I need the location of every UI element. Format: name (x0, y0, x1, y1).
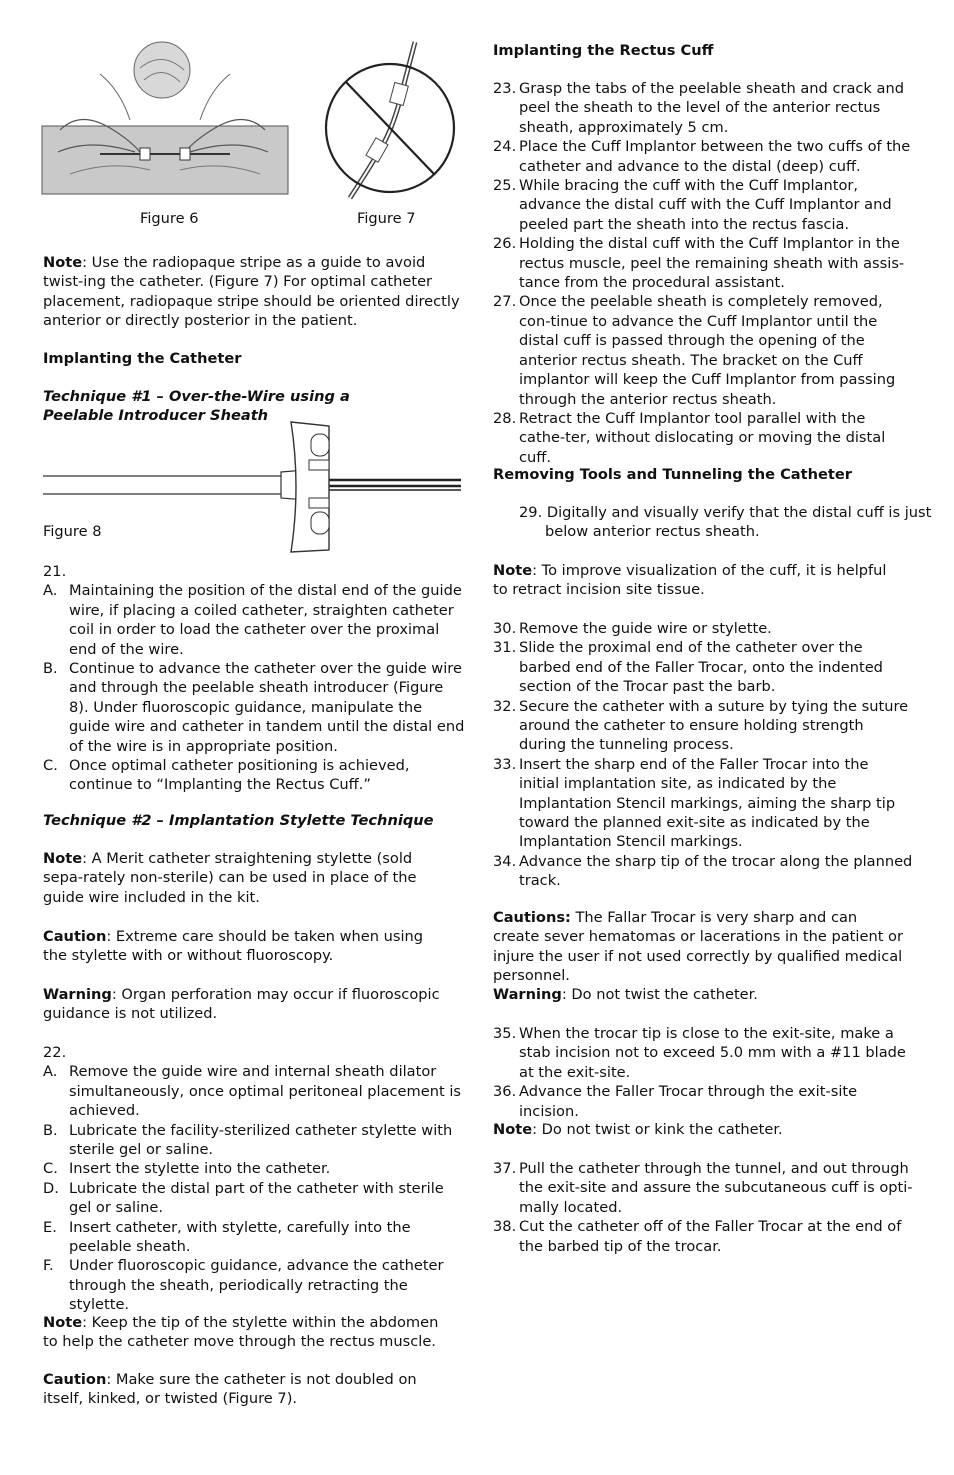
list-item (43, 1179, 465, 1218)
list-item (493, 409, 913, 467)
list-item (493, 1082, 913, 1121)
warning-label: Warning (43, 986, 112, 1003)
step-text: Holding the distal cuff with the Cuff Implantor in the rectus muscle, peel the remaining sheath with assis-tance from the procedural assistant. (519, 235, 905, 292)
item-letter: A. (43, 1063, 58, 1081)
note-text: : To improve visualization of the cuff, it is helpful to retract incision site tissue. (493, 562, 887, 599)
warning-label: Warning (493, 986, 562, 1003)
step-text: Pull the catheter through the tunnel, and out through the exit-site and assure the subcutaneous cuff is opti-mally located. (519, 1160, 913, 1216)
step-21-number: 21. (43, 563, 67, 580)
figure-6-illustration (40, 40, 292, 198)
cautions-label: Cautions: (493, 909, 571, 926)
item-letter: C. (43, 1160, 58, 1178)
list-item (493, 176, 913, 234)
list-item (43, 581, 465, 659)
note-label: Note (493, 562, 533, 579)
list-item (493, 234, 913, 292)
note-label: Note (43, 850, 83, 867)
note-text: : Keep the tip of the stylette within the abdomen to help the catheter move through the rectus muscle. (43, 1314, 439, 1351)
figure-7-caption: Figure 7 (357, 210, 416, 227)
warning-twist (493, 985, 908, 1004)
step-number: 26. (493, 235, 517, 253)
note-text: : Use the radiopaque stripe as a guide to avoid twist-ing the catheter. (Figure 7) For optimal catheter placement, radiopaque stripe should be oriented directly anterior or directly posterior in the patient. (43, 254, 460, 330)
step-text: Retract the Cuff Implantor tool parallel with the cathe-ter, without dislocating or moving the distal cuff. (519, 409, 886, 466)
step-22-list (43, 1062, 465, 1314)
step-number: 33. (493, 755, 517, 773)
heading-implanting-catheter: Implanting the Catheter (43, 350, 242, 367)
step-number: 36. (493, 1083, 517, 1101)
list-item (43, 1121, 465, 1160)
item-letter: B. (43, 660, 58, 678)
figure-8-caption: Figure 8 (43, 523, 102, 540)
note-text: : A Merit catheter straightening stylette (sold sepa-rately non-sterile) can be used in place of the guide wire included in the kit. (43, 850, 417, 906)
warning-text: : Organ perforation may occur if fluoroscopic guidance is not utilized. (43, 986, 440, 1023)
item-text: Maintaining the position of the distal end of the guide wire, if placing a coiled catheter, straighten catheter coil in order to load the catheter over the proximal end of the wire. (69, 582, 462, 658)
caution-text: : Extreme care should be taken when using the stylette with or without fluoroscopy. (43, 928, 424, 965)
heading-implanting-cuff: Implanting the Rectus Cuff (493, 42, 714, 59)
step-text: Advance the Faller Trocar through the exit-site incision. (519, 1083, 858, 1120)
step-text: Slide the proximal end of the catheter over the barbed end of the Faller Trocar, onto the indented section of the Trocar past the barb. (519, 639, 883, 696)
list-item (43, 659, 465, 756)
steps-37-38 (493, 1159, 913, 1256)
item-letter: A. (43, 582, 58, 600)
list-item (493, 1217, 913, 1256)
list-item (493, 137, 913, 176)
list-item (493, 638, 913, 696)
step-number: 28. (493, 409, 517, 427)
step-text: Cut the catheter off of the Faller Trocar at the end of the barbed tip of the trocar. (519, 1218, 902, 1255)
list-item (493, 79, 913, 137)
step-21 (43, 562, 465, 795)
list-item (493, 852, 913, 891)
list-item (43, 1062, 465, 1120)
step-number: 31. (493, 639, 517, 657)
note-kink (493, 1120, 908, 1139)
caution-text: : Make sure the catheter is not doubled on itself, kinked, or twisted (Figure 7). (43, 1371, 417, 1408)
step-number: 24. (493, 138, 517, 156)
steps-35-36 (493, 1024, 913, 1121)
step-text: Remove the guide wire or stylette. (519, 620, 772, 637)
cautions-text: The Fallar Trocar is very sharp and can create sever hematomas or lacerations in the patient or injure the user if not used correctly by qualified medical personnel. (493, 909, 903, 985)
step-21-list (43, 581, 465, 794)
step-number: 35. (493, 1025, 517, 1042)
step-text: Insert the sharp end of the Faller Trocar into the initial implantation site, as indicated by the Implantation Stencil markings, aiming the sharp tip toward the planned exit-site as indicated by the Implantation Stencil markings. (519, 755, 896, 851)
list-item (493, 697, 913, 755)
item-letter: C. (43, 757, 58, 775)
list-item (493, 755, 913, 852)
step-number: 38. (493, 1218, 517, 1236)
warning-perforation (43, 985, 448, 1024)
item-text: Continue to advance the catheter over the guide wire and through the peelable sheath introducer (Figure 8). Under fluoroscopic guidance, manipulate the guide wire and catheter in tandem until the distal end of the wire is in appropriate position. (69, 660, 465, 755)
list-item (493, 619, 913, 638)
note-visualization (493, 561, 898, 600)
item-letter: B. (43, 1121, 58, 1139)
caution-label: Caution (43, 928, 107, 945)
item-letter: D. (43, 1179, 59, 1197)
note-radiopaque (43, 253, 465, 331)
caution-doubled (43, 1370, 448, 1409)
item-text: Remove the guide wire and internal sheath dilator simultaneously, once optimal peritoneal placement is achieved. (69, 1063, 462, 1120)
step-text: Once the peelable sheath is completely removed, con-tinue to advance the Cuff Implantor until the distal cuff is passed through the opening of the anterior rectus sheath. The bracket on the Cuff implantor will keep the Cuff Implantor from passing through the anterior rectus sheath. (519, 293, 896, 408)
step-22-number: 22. (43, 1044, 67, 1061)
item-text: Insert catheter, with stylette, carefully into the peelable sheath. (69, 1218, 411, 1256)
list-item (43, 1159, 465, 1178)
cautions-trocar (493, 908, 908, 986)
note-label: Note (43, 1314, 83, 1331)
figure-7-illustration (320, 40, 460, 200)
step-22 (43, 1043, 465, 1315)
note-label: Note (43, 254, 83, 271)
heading-technique-2: Technique #2 – Implantation Stylette Technique (43, 812, 434, 829)
step-number: 23. (493, 80, 517, 97)
item-text: Under fluoroscopic guidance, advance the catheter through the sheath, periodically retracting the stylette. (69, 1257, 444, 1314)
list-item (493, 292, 913, 408)
warning-text: : Do not twist the catheter. (561, 986, 758, 1003)
note-label: Note (493, 1121, 533, 1138)
list-item (493, 1024, 913, 1082)
item-letter: F. (43, 1257, 54, 1275)
step-text: Secure the catheter with a suture by tying the suture around the catheter to ensure holding strength during the tunneling process. (519, 697, 909, 754)
item-text: Lubricate the distal part of the catheter with sterile gel or saline. (69, 1179, 444, 1217)
steps-30-34 (493, 619, 913, 891)
heading-removing-tools: Removing Tools and Tunneling the Catheter (493, 466, 852, 483)
step-number: 27. (493, 293, 517, 311)
item-text: Lubricate the facility-sterilized catheter stylette with sterile gel or saline. (69, 1121, 453, 1159)
note-text: : Do not twist or kink the catheter. (532, 1121, 783, 1138)
caution-stylette (43, 927, 448, 966)
step-text: Place the Cuff Implantor between the two cuffs of the catheter and advance to the distal (deep) cuff. (519, 138, 911, 175)
figure-6-caption: Figure 6 (140, 210, 199, 227)
step-number: 25. (493, 177, 517, 195)
list-item (43, 756, 465, 795)
item-text: Once optimal catheter positioning is achieved, continue to “Implanting the Rectus Cuff.” (69, 757, 410, 794)
list-item (493, 1159, 913, 1217)
steps-23-28 (493, 79, 913, 467)
step-text: When the trocar tip is close to the exit-site, make a stab incision not to exceed 5.0 mm with a #11 blade at the exit-site. (519, 1025, 906, 1081)
item-text: Insert the stylette into the catheter. (69, 1160, 331, 1178)
list-item (43, 1256, 465, 1314)
step-29: 29. Digitally and visually verify that the distal cuff is just below anterior rectus sheath. (519, 504, 932, 541)
step-text: Advance the sharp tip of the trocar along the planned track. (519, 852, 913, 890)
figure-8-illustration (43, 420, 463, 554)
caution-label: Caution (43, 1371, 107, 1388)
step-number: 34. (493, 852, 517, 870)
list-item (43, 1218, 465, 1257)
step-text: While bracing the cuff with the Cuff Implantor, advance the distal cuff with the Cuff Implantor and peeled part the sheath into the rectus fascia. (519, 177, 892, 233)
note-stylette-tip (43, 1313, 448, 1352)
step-number: 37. (493, 1160, 517, 1177)
note-stylette (43, 849, 448, 907)
step-number: 32. (493, 697, 517, 715)
step-number: 30. (493, 620, 517, 637)
step-text: Grasp the tabs of the peelable sheath and crack and peel the sheath to the level of the anterior rectus sheath, approximately 5 cm. (519, 80, 904, 136)
item-letter: E. (43, 1218, 57, 1236)
heading-technique-1: Technique #1 – Over-the-Wire using a Peelable Introducer Sheath (43, 388, 350, 425)
